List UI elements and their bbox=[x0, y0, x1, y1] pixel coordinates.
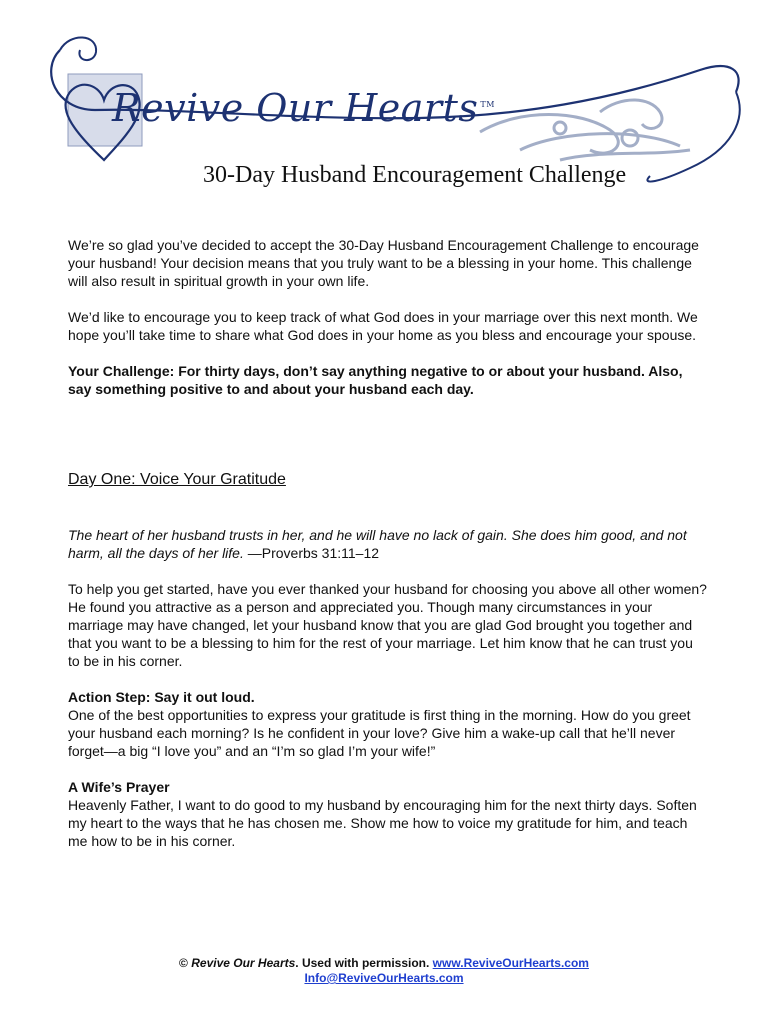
decorative-swirls bbox=[480, 100, 690, 160]
website-link[interactable]: www.ReviveOurHearts.com bbox=[432, 956, 589, 970]
action-step-label: Action Step: Say it out loud. bbox=[68, 689, 255, 705]
logo-wordmark: Revive Our Hearts ™ bbox=[112, 86, 495, 130]
footer-line-2 bbox=[0, 971, 768, 986]
verse-reference: —Proverbs 31:11–12 bbox=[243, 545, 380, 561]
intro-section bbox=[68, 236, 708, 398]
day-heading: Day One: Voice Your Gratitude bbox=[68, 471, 286, 488]
prayer-label: A Wife’s Prayer bbox=[68, 779, 170, 795]
footer-brand: Revive Our Hearts bbox=[191, 956, 296, 970]
swirl-right bbox=[647, 92, 739, 182]
prayer-text: Heavenly Father, I want to do good to my husband by encouraging him for the next thirty days. Soften my heart to the ways that he has chosen me. Show me how to voice my gratitude for him, and teach me how to be in his corner. bbox=[68, 797, 697, 849]
footer-line-1: © Revive Our Hearts. Used with permission. www.ReviveOurHearts.com bbox=[179, 956, 589, 970]
footer bbox=[0, 956, 768, 986]
challenge-statement: Your Challenge: For thirty days, don’t say anything negative to or about your husband. Also, say something positive to and about your husband each day. bbox=[68, 363, 683, 397]
day-body-paragraph: To help you get started, have you ever thanked your husband for choosing you above all other women? He found you attractive as a person and appreciated you. Though many circumstances in your marriage may have changed, let your husband know that you are glad God brought you together and that you want to be a blessing to him for the rest of your marriage. Let him know that he can trust you to be in his corner. bbox=[68, 581, 707, 669]
header-banner bbox=[0, 0, 768, 200]
email-link[interactable]: Info@ReviveOurHearts.com bbox=[304, 971, 464, 985]
page-title: 30-Day Husband Encouragement Challenge bbox=[203, 162, 627, 188]
scripture-verse: The heart of her husband trusts in her, and he will have no lack of gain. She does him good, and not harm, all the days of her life. —Proverbs 31:11–12 bbox=[68, 527, 687, 561]
action-step-text: One of the best opportunities to express your gratitude is first thing in the morning. How do you greet your husband each morning? Is he confident in your love? Give him a wake-up call that he’ll never forget—a big “I love you” and an “I’m so glad I’m your wife!” bbox=[68, 707, 691, 759]
intro-paragraph-1: We’re so glad you’ve decided to accept the 30-Day Husband Encouragement Challenge to encourage your husband! Your decision means that you truly want to be a blessing in your home. This challenge will also result in spiritual growth in your own life. bbox=[68, 237, 699, 289]
day-one-section bbox=[68, 526, 708, 850]
intro-paragraph-2: We’d like to encourage you to keep track of what God does in your marriage over this next month. We hope you’ll take time to share what God does in your home as you bless and encourage your spouse. bbox=[68, 309, 698, 343]
swirl-curl-left bbox=[60, 37, 96, 60]
